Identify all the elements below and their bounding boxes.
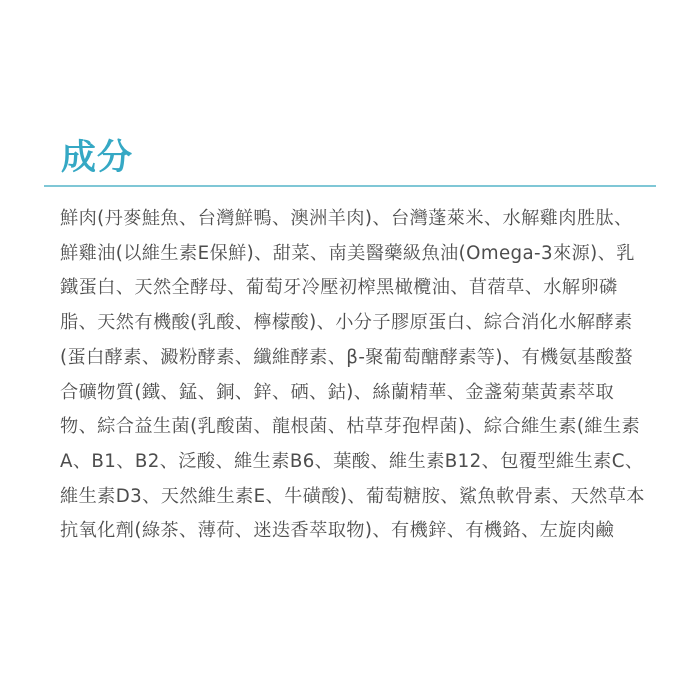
ingredients-text: 鮮肉(丹麥鮭魚、台灣鮮鴨、澳洲羊肉)、台灣蓬萊米、水解雞肉胜肽、鮮雞油(以維生素E保鮮)、甜菜、南美醫藥級魚油(Omega-3來源)、乳鐵蛋白、天然全酵母、葡萄牙冷壓初榨黑橄欖油、苜蓿草、水解卵磷脂、天然有機酸(乳酸、檸檬酸)、小分子膠原蛋白、綜合消化水解酵素(蛋白酵素、澱粉酵素、纖維酵素、β-聚葡萄醣酵素等)、有機氨基酸螯合礦物質(鐵、錳、銅、鋅、硒、鈷)、絲蘭精華、金盞菊葉黃素萃取物、綜合益生菌(乳酸菌、龍根菌、枯草芽孢桿菌)、綜合維生素(維生素A、B1、B2、泛酸、維生素B6、葉酸、維生素B12、包覆型維生素C、維生素D3、天然維生素E、牛磺酸)、葡萄糖胺、鯊魚軟骨素、天然草本抗氧化劑(綠茶、薄荷、迷迭香萃取物)、有機鋅、有機鉻、左旋肉鹼 bbox=[60, 208, 645, 542]
title-divider bbox=[44, 185, 656, 187]
section-title: 成分 bbox=[61, 138, 134, 178]
